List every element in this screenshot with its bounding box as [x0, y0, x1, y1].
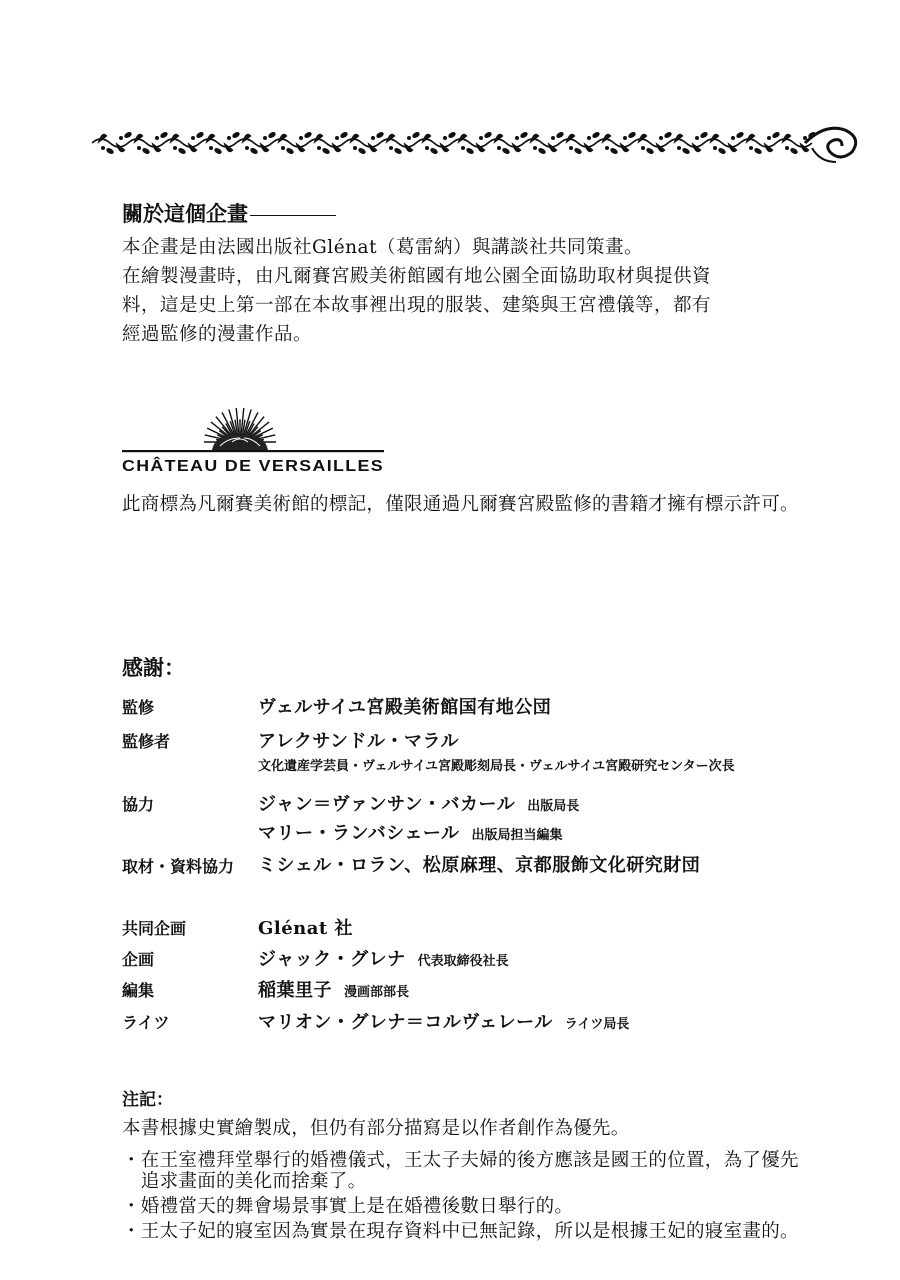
credit-label: 編集 [122, 981, 155, 1000]
credit-value: ヴェルサイユ宮殿美術館国有地公団 [258, 697, 552, 718]
credit-label: 取材・資料協力 [122, 857, 235, 876]
credit-label: 監修 [122, 698, 155, 717]
note-line: ・婚禮當天的舞會場景事實上是在婚禮後數日舉行的。 [122, 1196, 574, 1217]
credit-value: マリオン・グレナ＝コルヴェレール [258, 1012, 553, 1033]
credit-entry [258, 790, 579, 816]
credit-value: Glénat 社 [258, 918, 353, 939]
credit-entry [258, 819, 563, 845]
credit-value: ジャン＝ヴァンサン・バカール [258, 794, 516, 815]
about-heading: 關於這個企畫 [122, 201, 248, 226]
about-line: 在繪製漫畫時，由凡爾賽宮殿美術館國有地公園全面協助取材與提供資 [122, 266, 712, 287]
about-line: 本企畫是由法國出版社Glénat（葛雷納）與講談社共同策畫。 [122, 237, 644, 258]
credit-value: アレクサンドル・マラル [258, 731, 459, 752]
heading-rule [250, 215, 336, 216]
credit-label: 企画 [122, 950, 155, 969]
logo-rule [122, 450, 384, 452]
credit-role: 代表取締役社長 [417, 954, 509, 969]
sun-emblem-icon [204, 408, 276, 450]
note-line: 追求畫面的美化而捨棄了。 [122, 1171, 367, 1192]
credit-value: マリー・ランバシェール [258, 823, 460, 844]
chateau-de-versailles-logo [120, 398, 386, 478]
credit-label: 共同企画 [122, 919, 187, 938]
credit-label: 監修者 [122, 732, 171, 751]
credit-entry [258, 945, 509, 971]
credit-value: 稲葉里子 [258, 980, 332, 1001]
about-heading-row [122, 198, 336, 228]
logo-wordmark: CHÂTEAU DE VERSAILLES [122, 458, 351, 475]
credit-role: 出版局担当編集 [471, 828, 563, 843]
note-line: 本書根據史實繪製成，但仍有部分描寫是以作者創作為優先。 [122, 1118, 630, 1139]
credit-label: 協力 [122, 795, 155, 814]
credit-role: 出版局長 [527, 799, 580, 814]
ornamental-vine-border [90, 118, 865, 168]
trademark-notice: 此商標為凡爾賽美術館的標記，僅限通過凡爾賽宮殿監修的書籍才擁有標示許可。 [122, 494, 799, 515]
note-line: ・在王室禮拜堂舉行的婚禮儀式，王太子夫婦的後方應該是國王的位置，為了優先 [122, 1150, 799, 1171]
notes-heading: 注記： [122, 1090, 173, 1110]
credit-value: ミシェル・ロラン、松原麻理、京都服飾文化研究財団 [258, 855, 701, 876]
thanks-heading: 感謝： [122, 655, 185, 680]
credit-label: ライツ [122, 1013, 170, 1032]
about-line: 料，這是史上第一部在本故事裡出現的服裝、建築與王宮禮儀等，都有 [122, 295, 712, 316]
credit-subtitle: 文化遺産学芸員・ヴェルサイユ宮殿彫刻局長・ヴェルサイユ宮殿研究センター次長 [258, 759, 735, 774]
note-line: ・王太子妃的寢室因為實景在現存資料中已無記錄，所以是根據王妃的寢室畫的。 [122, 1221, 799, 1242]
credit-role: ライツ局長 [564, 1017, 630, 1032]
credit-entry [258, 1008, 629, 1034]
about-line: 經過監修的漫畫作品。 [122, 324, 313, 345]
credit-entry [258, 976, 409, 1002]
credit-value: ジャック・グレナ [258, 949, 406, 970]
credit-role: 漫画部部長 [344, 985, 410, 1000]
